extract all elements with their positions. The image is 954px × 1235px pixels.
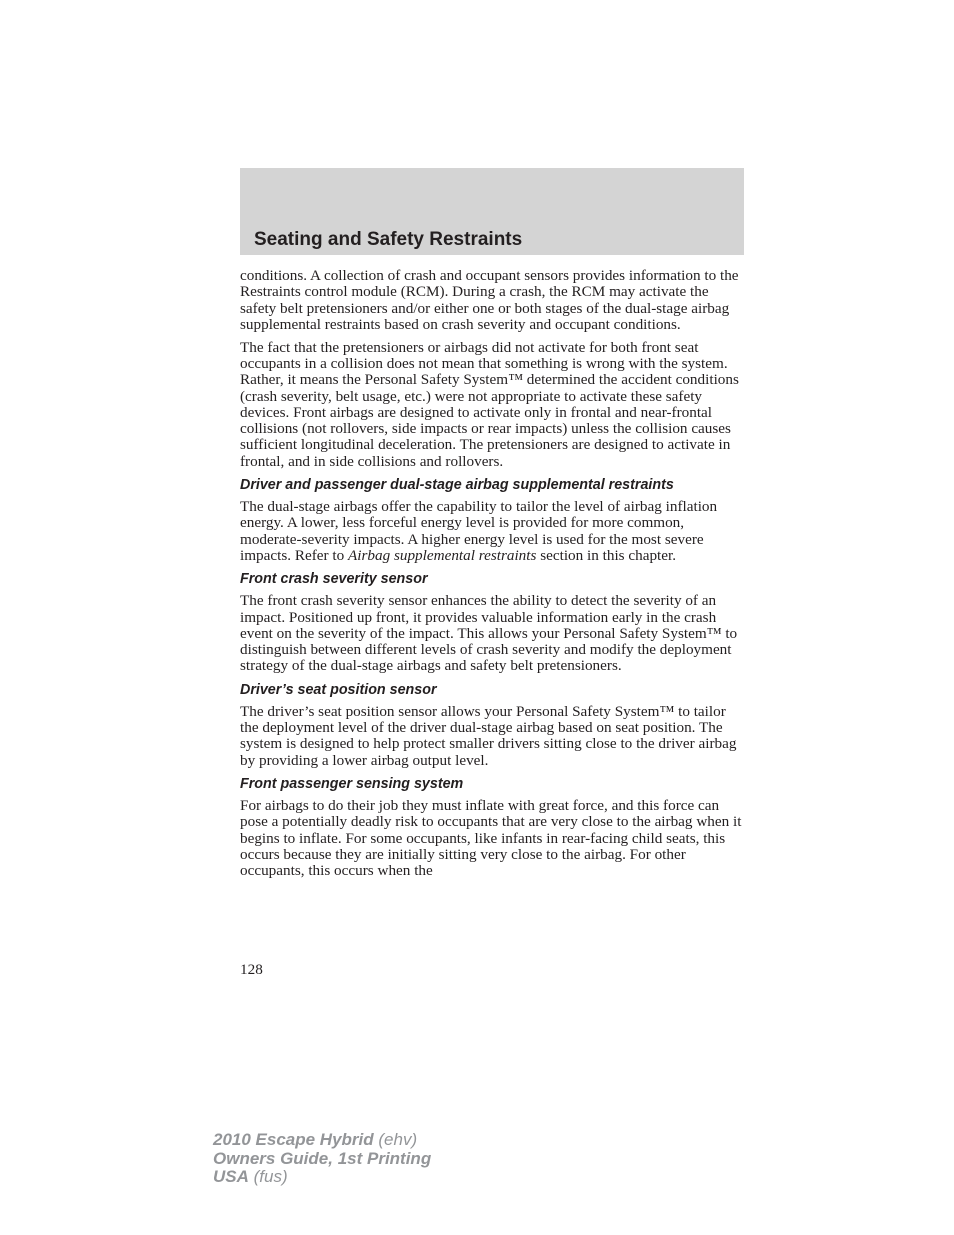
body-text	[240, 268, 744, 886]
footer-market-code: (fus)	[248, 1167, 288, 1186]
footer-model-code: (ehv)	[373, 1130, 418, 1149]
paragraph	[240, 499, 744, 564]
paragraph: conditions. A collection of crash and occupant sensors provides information to the Restraints control module (RCM). During a crash, the RCM may activate the safety belt pretensioners and/or either one or both stages of the dual-stage airbag supplemental restraints based on crash severity and occupant conditions.	[240, 267, 739, 333]
paragraph: For airbags to do their job they must inflate with great force, and this force can pose a potentially deadly risk to occupants that are very close to the airbag when it begins to inflate. For some occupants, like infants in rear-facing child seats, this occurs because they are initially sitting very close to the airbag. For other occupants, this occurs when the	[240, 796, 742, 880]
subheading-front-passenger-sensing: Front passenger sensing system	[240, 775, 464, 792]
subheading-front-crash-severity-sensor: Front crash severity sensor	[240, 571, 428, 588]
subheading-seat-position-sensor: Driver’s seat position sensor	[240, 681, 437, 698]
paragraph-text: The dual-stage airbags offer the capability to tailor the level of airbag inflation energy. A lower, less forceful energy level is provided for more common, moderate-severity impacts. A higher energy level is used for the most severe impacts. Refer to	[240, 498, 718, 564]
cross-reference: Airbag supplemental restraints	[347, 546, 537, 564]
paragraph: The fact that the pretensioners or airbags did not activate for both front seat occupants in a collision does not mean that something is wrong with the system. Rather, it means the Personal Safety System™ determined the accident conditions (crash severity, belt usage, etc.) were not appropriate to activate these safety devices. Front airbags are designed to activate only in frontal and near-frontal collisions (not rollovers, side impacts or rear impacts) unless the collision causes sufficient longitudinal deceleration. The pretensioners are designed to activate in frontal, and in side collisions and rollovers.	[240, 338, 739, 470]
footer-market: USA	[213, 1167, 249, 1186]
footer-line	[213, 1131, 431, 1150]
footer-edition: Owners Guide, 1st Printing	[213, 1148, 432, 1168]
page-number: 128	[240, 961, 263, 978]
section-title: Seating and Safety Restraints	[254, 229, 523, 250]
footer-model: 2010 Escape Hybrid	[213, 1130, 374, 1149]
subheading-dual-stage-airbag: Driver and passenger dual-stage airbag supplemental restraints	[240, 477, 674, 494]
paragraph-text: section in this chapter.	[536, 546, 677, 564]
footer-line	[213, 1168, 431, 1187]
paragraph: The driver’s seat position sensor allows your Personal Safety System™ to tailor the deployment level of the driver dual-stage airbag based on seat position. The system is designed to help protect smaller drivers sitting close to the driver airbag by providing a lower airbag output level.	[240, 702, 737, 769]
document-footer	[213, 1131, 431, 1187]
paragraph: The front crash severity sensor enhances the ability to detect the severity of an impact. Positioned up front, it provides valuable information early in the crash event on the severity of the impact. This allows your Personal Safety System™ to distinguish between different levels of crash severity and modify the deployment strategy of the dual-stage airbags and safety belt pretensioners.	[240, 592, 738, 675]
